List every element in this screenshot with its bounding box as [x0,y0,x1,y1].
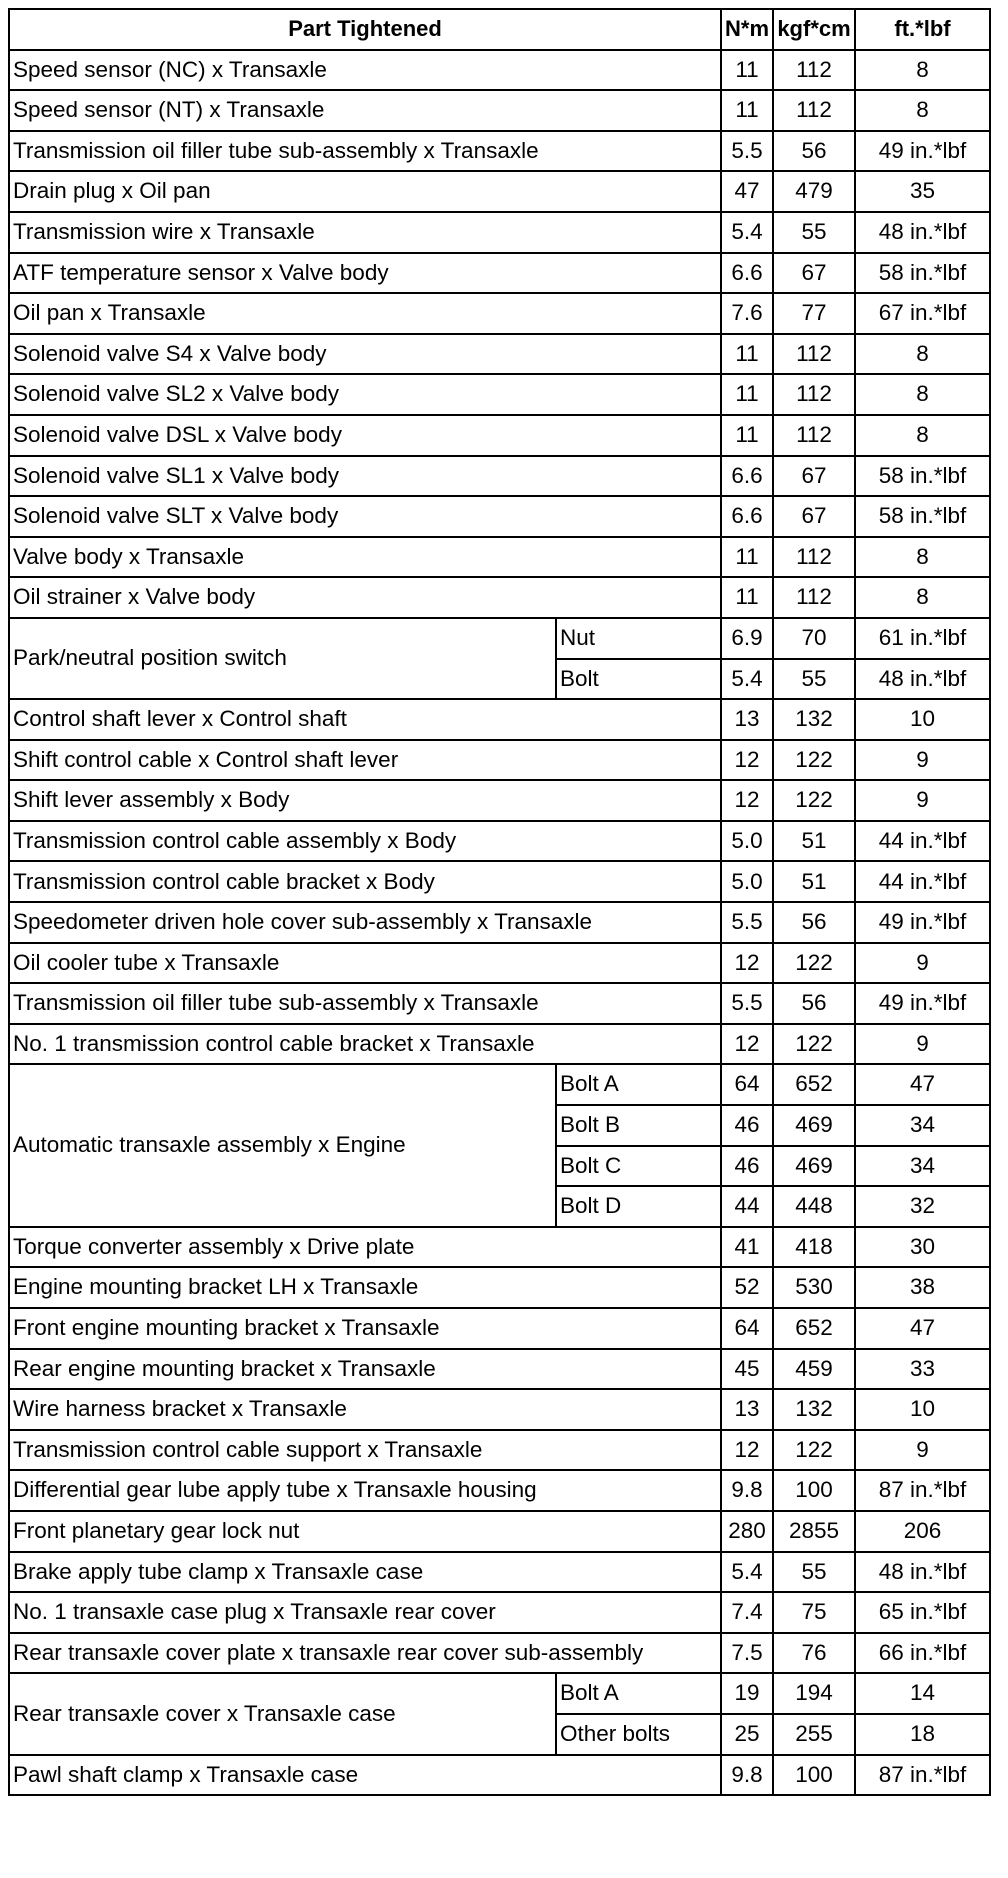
kgf-value-cell: 122 [773,1024,855,1065]
part-name-cell: No. 1 transaxle case plug x Transaxle rear cover [9,1592,721,1633]
part-name-cell: Speed sensor (NT) x Transaxle [9,90,721,131]
table-row [9,1064,990,1105]
ft-lbf-value-cell: 9 [855,1024,990,1065]
part-name-cell: Wire harness bracket x Transaxle [9,1389,721,1430]
ft-lbf-value-cell: 33 [855,1349,990,1390]
part-name-cell: Automatic transaxle assembly x Engine [9,1064,556,1226]
nm-value-cell: 5.5 [721,902,773,943]
kgf-value-cell: 122 [773,943,855,984]
table-header-row [9,9,990,50]
nm-value-cell: 47 [721,171,773,212]
nm-value-cell: 12 [721,780,773,821]
nm-value-cell: 11 [721,374,773,415]
ft-lbf-value-cell: 8 [855,374,990,415]
table-row [9,1024,990,1065]
nm-value-cell: 9.8 [721,1470,773,1511]
part-name-cell: Solenoid valve S4 x Valve body [9,334,721,375]
table-row [9,334,990,375]
kgf-value-cell: 459 [773,1349,855,1390]
ft-lbf-value-cell: 8 [855,90,990,131]
table-row [9,374,990,415]
ft-lbf-value-cell: 49 in.*lbf [855,902,990,943]
ft-lbf-value-cell: 32 [855,1186,990,1227]
ft-lbf-value-cell: 87 in.*lbf [855,1755,990,1796]
kgf-value-cell: 76 [773,1633,855,1674]
part-name-cell: Solenoid valve SL1 x Valve body [9,456,721,497]
table-row [9,699,990,740]
kgf-value-cell: 75 [773,1592,855,1633]
nm-value-cell: 64 [721,1308,773,1349]
nm-value-cell: 280 [721,1511,773,1552]
table-row [9,1227,990,1268]
ft-lbf-value-cell: 8 [855,577,990,618]
kgf-value-cell: 112 [773,374,855,415]
part-name-cell: Engine mounting bracket LH x Transaxle [9,1267,721,1308]
part-name-cell: No. 1 transmission control cable bracket x Transaxle [9,1024,721,1065]
part-name-cell: Speed sensor (NC) x Transaxle [9,50,721,91]
kgf-value-cell: 112 [773,334,855,375]
nm-value-cell: 6.6 [721,496,773,537]
ft-lbf-value-cell: 61 in.*lbf [855,618,990,659]
table-row [9,577,990,618]
kgf-value-cell: 2855 [773,1511,855,1552]
table-row [9,1755,990,1796]
nm-value-cell: 5.4 [721,212,773,253]
nm-value-cell: 6.6 [721,253,773,294]
kgf-value-cell: 56 [773,902,855,943]
ft-lbf-value-cell: 10 [855,699,990,740]
ft-lbf-value-cell: 8 [855,334,990,375]
part-name-cell: Front planetary gear lock nut [9,1511,721,1552]
ft-lbf-value-cell: 30 [855,1227,990,1268]
table-row [9,1349,990,1390]
table-row [9,293,990,334]
table-row [9,1389,990,1430]
table-row [9,253,990,294]
table-row [9,1552,990,1593]
fastener-cell: Other bolts [556,1714,721,1755]
kgf-value-cell: 51 [773,861,855,902]
fastener-cell: Bolt [556,659,721,700]
part-name-cell: Brake apply tube clamp x Transaxle case [9,1552,721,1593]
kgf-value-cell: 55 [773,212,855,253]
part-name-cell: Oil cooler tube x Transaxle [9,943,721,984]
part-name-cell: Rear transaxle cover plate x transaxle rear cover sub-assembly [9,1633,721,1674]
table-row [9,902,990,943]
fastener-cell: Nut [556,618,721,659]
part-name-cell: ATF temperature sensor x Valve body [9,253,721,294]
fastener-cell: Bolt C [556,1146,721,1187]
kgf-value-cell: 67 [773,496,855,537]
nm-value-cell: 25 [721,1714,773,1755]
table-row [9,618,990,659]
nm-value-cell: 45 [721,1349,773,1390]
nm-value-cell: 12 [721,740,773,781]
fastener-cell: Bolt B [556,1105,721,1146]
kgf-value-cell: 652 [773,1308,855,1349]
part-name-cell: Oil strainer x Valve body [9,577,721,618]
fastener-cell: Bolt A [556,1064,721,1105]
table-row [9,1592,990,1633]
table-row [9,415,990,456]
nm-value-cell: 5.4 [721,1552,773,1593]
part-name-cell: Control shaft lever x Control shaft [9,699,721,740]
table-row [9,1267,990,1308]
nm-value-cell: 5.5 [721,983,773,1024]
part-name-cell: Transmission oil filler tube sub-assembly x Transaxle [9,131,721,172]
part-name-cell: Shift control cable x Control shaft lever [9,740,721,781]
table-row [9,1633,990,1674]
nm-value-cell: 11 [721,90,773,131]
kgf-value-cell: 652 [773,1064,855,1105]
ft-lbf-value-cell: 67 in.*lbf [855,293,990,334]
ft-lbf-value-cell: 9 [855,740,990,781]
nm-value-cell: 46 [721,1105,773,1146]
nm-value-cell: 41 [721,1227,773,1268]
nm-value-cell: 7.4 [721,1592,773,1633]
ft-lbf-value-cell: 34 [855,1146,990,1187]
kgf-value-cell: 132 [773,1389,855,1430]
kgf-value-cell: 112 [773,577,855,618]
ft-lbf-value-cell: 49 in.*lbf [855,983,990,1024]
part-name-cell: Valve body x Transaxle [9,537,721,578]
table-row [9,861,990,902]
table-row [9,131,990,172]
ft-lbf-value-cell: 8 [855,50,990,91]
nm-value-cell: 11 [721,537,773,578]
kgf-value-cell: 100 [773,1755,855,1796]
ft-lbf-value-cell: 58 in.*lbf [855,456,990,497]
table-row [9,90,990,131]
part-name-cell: Transmission control cable assembly x Body [9,821,721,862]
table-row [9,1511,990,1552]
kgf-value-cell: 67 [773,253,855,294]
table-row [9,171,990,212]
part-name-cell: Transmission wire x Transaxle [9,212,721,253]
ft-lbf-value-cell: 44 in.*lbf [855,821,990,862]
nm-value-cell: 5.0 [721,821,773,862]
ft-lbf-value-cell: 18 [855,1714,990,1755]
ft-lbf-value-cell: 38 [855,1267,990,1308]
table-row [9,780,990,821]
header-kgf-cm: kgf*cm [773,9,855,50]
part-name-cell: Speedometer driven hole cover sub-assembly x Transaxle [9,902,721,943]
kgf-value-cell: 122 [773,780,855,821]
header-ft-lbf: ft.*lbf [855,9,990,50]
table-row [9,496,990,537]
table-row [9,212,990,253]
part-name-cell: Park/neutral position switch [9,618,556,699]
part-name-cell: Solenoid valve DSL x Valve body [9,415,721,456]
ft-lbf-value-cell: 58 in.*lbf [855,496,990,537]
ft-lbf-value-cell: 9 [855,780,990,821]
ft-lbf-value-cell: 47 [855,1308,990,1349]
ft-lbf-value-cell: 206 [855,1511,990,1552]
table-row [9,740,990,781]
part-name-cell: Oil pan x Transaxle [9,293,721,334]
nm-value-cell: 46 [721,1146,773,1187]
nm-value-cell: 44 [721,1186,773,1227]
kgf-value-cell: 469 [773,1105,855,1146]
kgf-value-cell: 112 [773,537,855,578]
ft-lbf-value-cell: 9 [855,943,990,984]
torque-spec-table-container [8,8,991,1796]
nm-value-cell: 11 [721,415,773,456]
kgf-value-cell: 70 [773,618,855,659]
table-row [9,50,990,91]
ft-lbf-value-cell: 87 in.*lbf [855,1470,990,1511]
kgf-value-cell: 55 [773,659,855,700]
part-name-cell: Pawl shaft clamp x Transaxle case [9,1755,721,1796]
ft-lbf-value-cell: 14 [855,1673,990,1714]
ft-lbf-value-cell: 8 [855,537,990,578]
table-row [9,943,990,984]
kgf-value-cell: 100 [773,1470,855,1511]
nm-value-cell: 6.6 [721,456,773,497]
kgf-value-cell: 67 [773,456,855,497]
nm-value-cell: 7.6 [721,293,773,334]
table-row [9,983,990,1024]
nm-value-cell: 12 [721,943,773,984]
kgf-value-cell: 51 [773,821,855,862]
ft-lbf-value-cell: 48 in.*lbf [855,1552,990,1593]
ft-lbf-value-cell: 47 [855,1064,990,1105]
ft-lbf-value-cell: 48 in.*lbf [855,212,990,253]
part-name-cell: Transmission control cable bracket x Body [9,861,721,902]
nm-value-cell: 11 [721,50,773,91]
part-name-cell: Solenoid valve SL2 x Valve body [9,374,721,415]
nm-value-cell: 5.4 [721,659,773,700]
kgf-value-cell: 112 [773,415,855,456]
part-name-cell: Differential gear lube apply tube x Transaxle housing [9,1470,721,1511]
ft-lbf-value-cell: 44 in.*lbf [855,861,990,902]
fastener-cell: Bolt D [556,1186,721,1227]
nm-value-cell: 9.8 [721,1755,773,1796]
part-name-cell: Solenoid valve SLT x Valve body [9,496,721,537]
part-name-cell: Rear transaxle cover x Transaxle case [9,1673,556,1754]
table-row [9,821,990,862]
kgf-value-cell: 112 [773,90,855,131]
kgf-value-cell: 448 [773,1186,855,1227]
ft-lbf-value-cell: 34 [855,1105,990,1146]
table-body [9,50,990,1796]
nm-value-cell: 19 [721,1673,773,1714]
kgf-value-cell: 77 [773,293,855,334]
kgf-value-cell: 194 [773,1673,855,1714]
ft-lbf-value-cell: 9 [855,1430,990,1471]
nm-value-cell: 7.5 [721,1633,773,1674]
nm-value-cell: 12 [721,1024,773,1065]
kgf-value-cell: 122 [773,1430,855,1471]
part-name-cell: Transmission oil filler tube sub-assembly x Transaxle [9,983,721,1024]
nm-value-cell: 11 [721,334,773,375]
table-row [9,537,990,578]
table-row [9,1673,990,1714]
kgf-value-cell: 479 [773,171,855,212]
ft-lbf-value-cell: 10 [855,1389,990,1430]
nm-value-cell: 13 [721,699,773,740]
kgf-value-cell: 255 [773,1714,855,1755]
ft-lbf-value-cell: 48 in.*lbf [855,659,990,700]
nm-value-cell: 13 [721,1389,773,1430]
part-name-cell: Torque converter assembly x Drive plate [9,1227,721,1268]
table-row [9,1430,990,1471]
ft-lbf-value-cell: 8 [855,415,990,456]
kgf-value-cell: 55 [773,1552,855,1593]
part-name-cell: Front engine mounting bracket x Transaxle [9,1308,721,1349]
fastener-cell: Bolt A [556,1673,721,1714]
kgf-value-cell: 418 [773,1227,855,1268]
ft-lbf-value-cell: 66 in.*lbf [855,1633,990,1674]
ft-lbf-value-cell: 35 [855,171,990,212]
nm-value-cell: 6.9 [721,618,773,659]
nm-value-cell: 52 [721,1267,773,1308]
kgf-value-cell: 112 [773,50,855,91]
part-name-cell: Transmission control cable support x Transaxle [9,1430,721,1471]
nm-value-cell: 64 [721,1064,773,1105]
header-nm: N*m [721,9,773,50]
table-row [9,456,990,497]
part-name-cell: Rear engine mounting bracket x Transaxle [9,1349,721,1390]
kgf-value-cell: 56 [773,983,855,1024]
kgf-value-cell: 122 [773,740,855,781]
torque-spec-table [8,8,991,1796]
nm-value-cell: 5.5 [721,131,773,172]
kgf-value-cell: 530 [773,1267,855,1308]
ft-lbf-value-cell: 58 in.*lbf [855,253,990,294]
nm-value-cell: 12 [721,1430,773,1471]
kgf-value-cell: 56 [773,131,855,172]
ft-lbf-value-cell: 49 in.*lbf [855,131,990,172]
part-name-cell: Drain plug x Oil pan [9,171,721,212]
nm-value-cell: 5.0 [721,861,773,902]
header-part-tightened: Part Tightened [9,9,721,50]
nm-value-cell: 11 [721,577,773,618]
part-name-cell: Shift lever assembly x Body [9,780,721,821]
kgf-value-cell: 469 [773,1146,855,1187]
table-row [9,1470,990,1511]
kgf-value-cell: 132 [773,699,855,740]
table-row [9,1308,990,1349]
ft-lbf-value-cell: 65 in.*lbf [855,1592,990,1633]
